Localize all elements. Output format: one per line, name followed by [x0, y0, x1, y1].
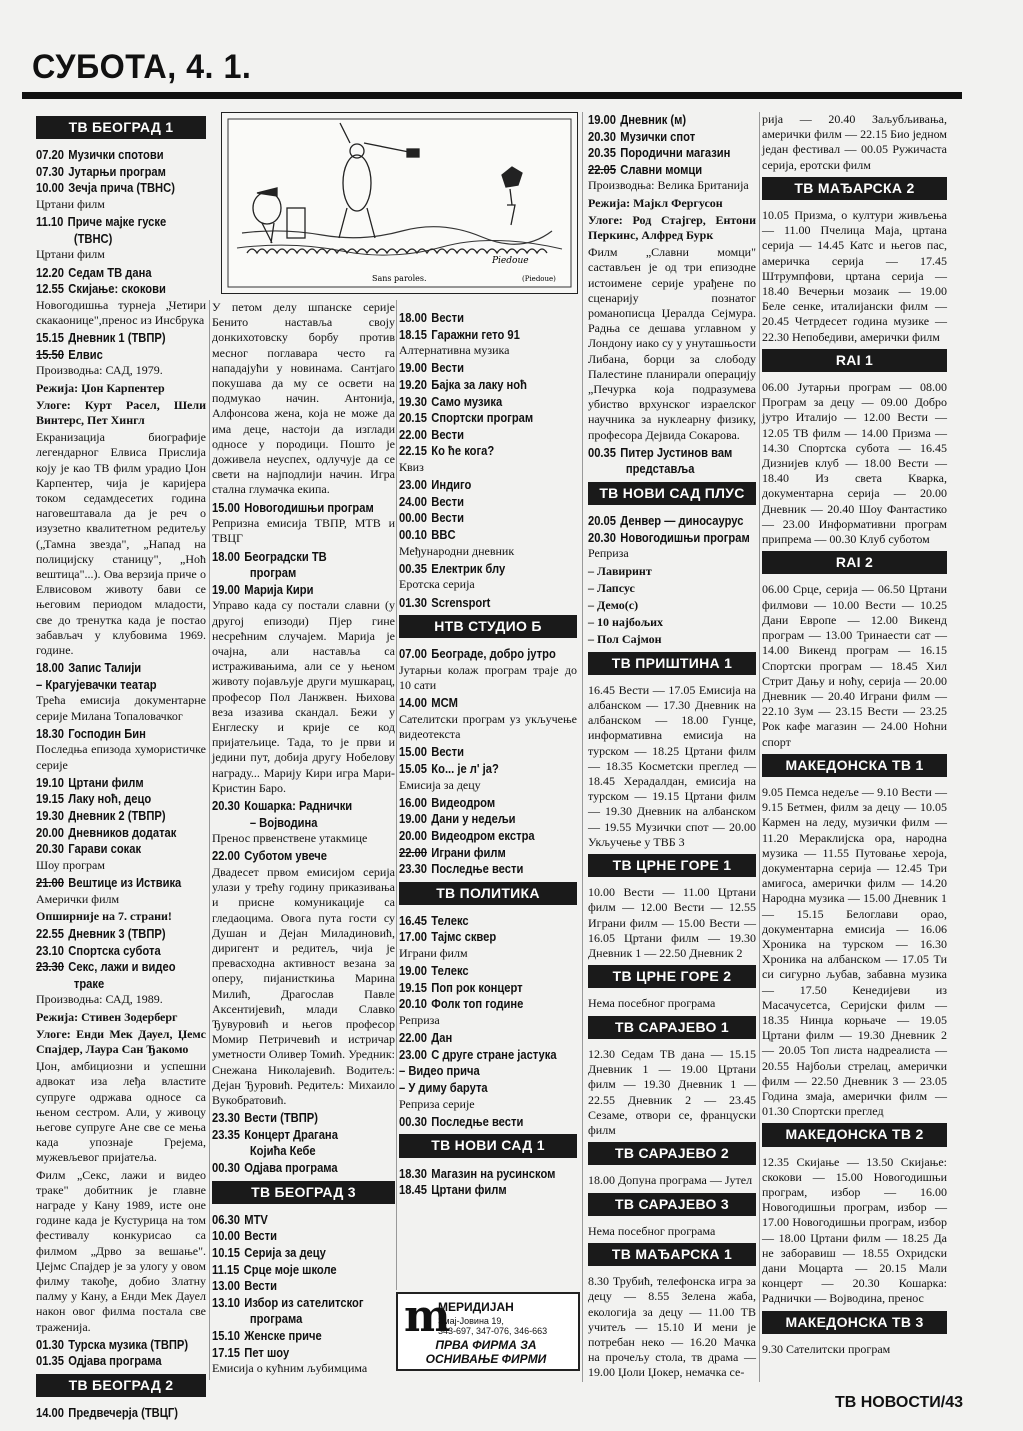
program-description: Нема посебног програма	[588, 1223, 716, 1238]
channel-header: ТВ ПРИШТИНА 1	[588, 652, 756, 675]
program-description: 18.00 Допуна програма — Јутел	[588, 1173, 753, 1188]
program-entry: 15.00 Вести	[399, 744, 465, 760]
program-entry: 18.15 Гаражни гето 91	[399, 326, 520, 342]
program-description: 12.35 Скијање — 13.50 Скијање: скокови — 15.00 Новогодишњи програм, избор — 16.00 Новогодишњи програм, избор — 17.00 Новогодишњи програм, избор — 18.00 Цртани филм — 18.25 Да не заборавиш — 18.55 Охридски дани Моцарта — 20.15 Мали концерт — 20.30 Кошарка: Раднички — Војводина, пренос	[762, 1154, 947, 1306]
program-entry: 19.15 Поп рок концерт	[399, 979, 523, 995]
cartoon-caption-left: Sans paroles.	[372, 274, 427, 283]
channel-header: НТВ СТУДИО Б	[399, 615, 577, 638]
program-entry: 07.00 Београде, добро јутро	[399, 646, 556, 662]
program-entry: 20.05 Денвер — диносаурус	[588, 513, 744, 529]
program-entry: 22.00 Суботом увече	[212, 848, 328, 864]
page-title: СУБОТА, 4. 1.	[32, 48, 252, 86]
channel-header: ТВ САРАЈЕВО 3	[588, 1193, 756, 1216]
program-description: Емисија за децу	[399, 777, 481, 792]
program-description: рија — 20.40 Заљубљивања, амерички филм — 22.15 Био једном један фестивал — 00.05 Ружичаста серија, еротски филм	[762, 112, 947, 172]
program-entry: 01.30 Scrensport	[399, 594, 491, 610]
program-entry-cont: – Видео прича	[399, 1063, 480, 1079]
column-4	[588, 112, 756, 1380]
program-entry: 18.30 Господин Бин	[36, 725, 146, 741]
ad-name: МЕРИДИЈАН	[438, 1300, 514, 1314]
channel-header: ТВ ЦРНЕ ГОРЕ 1	[588, 854, 756, 877]
program-entry: 10.00 Вести	[212, 1228, 278, 1244]
program-description: Екранизација биографије легендарног Елвиса Прислија коју је као ТВ филм урадио Џон Карпентер, чија је каријера током седамдесетих година наговештавала да је реч о изузетно квалитетном редитељу („Тамна звезда", „Напад на полицијску станицу", „Ноћ вештица"...). Ова верзија приче о Елвисовом животу бави се његовим периодом младости, све до тренутка када је постао забављач у клубовима 1969. године.	[36, 430, 206, 658]
program-description: 06.00 Срце, серија — 06.50 Цртани филмови — 10.00 Вести — 10.25 Дани Европе — 12.00 Викенд програм — 13.00 Тринаести сат — 14.00 Викенд програм — 16.15 Спортски програм — 18.45 Хил Стрит Дању и ноћу, серија — 20.00 Дневник — 20.40 Играни филм — 22.10 Зум — 23.15 Вести — 23.25 Рок кафе магазин — 24.00 Ноћни спорт	[762, 582, 947, 749]
program-entry: 15.05 Ко... је л' ја?	[399, 760, 499, 776]
program-entry: 24.00 Вести	[399, 493, 465, 509]
program-description: Репризa	[588, 546, 629, 561]
program-description: Последња епизода хумористичке серије	[36, 742, 206, 772]
program-entry: 00.30 Одјава програма	[212, 1160, 338, 1176]
program-cast: Улоге: Курт Расел, Шели Винтерс, Пет Хингл	[36, 397, 206, 427]
program-entry: 21.00 Вештице из Иствика	[36, 874, 182, 890]
program-description: Цртани филм	[36, 196, 105, 211]
program-description: Двадесет првом емисијом серија улази у трећу годину приказивања и присне комуникације са гледаоцима. Овога пута гости су Душан и Дејан Миладиновић, диригент и редитељ, чија је превасходна активност везана за оперу, пијанисткиња Марина Милић, Драгослав Павле Аксентијевић, млади Славко Ђувуровић и његов професор Момир Петричевић и истричар уметности Оливер Томић. Уредник: Снежана Николајевић. Водитељ: Дејан Ђуровић. Редитељ: Михаило Вукобратовић.	[212, 865, 395, 1108]
program-description: Играни филм	[399, 946, 468, 961]
program-entry: 23.35 Концерт Драгана	[212, 1126, 338, 1142]
program-entry: 23.00 С друге стране јастука	[399, 1046, 557, 1062]
program-entry: 11.15 Срце моје школе	[212, 1261, 337, 1277]
program-entry: 18.45 Цртани филм	[399, 1182, 507, 1198]
program-description: Сателитски програм уз укључење видеотекста	[399, 711, 577, 742]
program-entry: 12.55 Скијање: скокови	[36, 281, 166, 297]
program-description: Репризна емисија ТВПР, МТВ и ТВЦГ	[212, 516, 395, 546]
column-3	[399, 310, 577, 1380]
program-entry: 07.30 Јутарњи програм	[36, 163, 166, 179]
program-entry: 15.50 Елвис	[36, 346, 103, 362]
program-entry: 10.00 Зечја прича (ТВНС)	[36, 180, 175, 196]
header-rule	[22, 92, 962, 99]
program-description: Цртани филм	[36, 247, 105, 262]
program-entry: 20.15 Спортски програм	[399, 410, 534, 426]
program-director: Режија: Мајкл Фергусон	[588, 195, 723, 210]
program-entry: 12.20 Седам ТВ дана	[36, 264, 152, 280]
ad-address: Змај-Јовина 19,	[438, 1316, 504, 1326]
program-entry: 22.00 Вести	[399, 426, 465, 442]
program-entry: 19.15 Лаку ноћ, децо	[36, 791, 152, 807]
program-description: 12.30 Седам ТВ дана — 15.15 Дневник 1 — 19.00 Цртани филм — 19.30 Дневник 1 — 22.55 Дневник 2 — 23.45 Сезаме, отвори се, француски филм	[588, 1046, 756, 1137]
program-entry: 20.30 Кошарка: Раднички	[212, 798, 353, 814]
program-entry: 19.00 Вести	[399, 360, 465, 376]
channel-header: ТВ БЕОГРАД 2	[36, 1374, 206, 1397]
program-entry: 22.00 Играни филм	[399, 844, 506, 860]
program-entry: 22.15 Ко ће кога?	[399, 443, 495, 459]
program-entry: 15.00 Новогодишњи програм	[212, 499, 374, 515]
ad-phones: 343-697, 347-076, 346-663	[438, 1326, 548, 1336]
program-entry: 01.30 Турска музика (ТВПР)	[36, 1336, 189, 1352]
program-entry-cont: програм	[249, 565, 297, 581]
cartoon-caption-right: (Piedoue)	[522, 275, 556, 283]
ad-logo: m	[404, 1291, 451, 1342]
program-description: Квиз	[399, 459, 424, 474]
program-entry: 19.00 Дани у недељи	[399, 811, 516, 827]
program-entry-cont: – У диму барута	[399, 1080, 488, 1096]
program-entry-cont: Којића Кебе	[249, 1143, 316, 1159]
channel-header: ТВ НОВИ САД ПЛУС	[588, 482, 756, 505]
program-description: Производња: САД, 1979.	[36, 363, 163, 378]
program-entry: 17.00 Тајмс сквер	[399, 929, 497, 945]
program-entry: 19.30 Дневник 2 (ТВПР)	[36, 808, 166, 823]
program-entry-cont: програма	[249, 1311, 303, 1327]
channel-header: МАКЕДОНСКА ТВ 2	[762, 1123, 947, 1146]
channel-header: RAI 2	[762, 551, 947, 574]
program-entry: 20.30 Музички спот	[588, 128, 696, 144]
program-entry: 14.00 Предвечерја (ТВЦГ)	[36, 1405, 178, 1421]
column-divider	[396, 300, 397, 1290]
program-description: Управо када су постали славни (у другој епизоди) Пјер гине несрећним случајем. Марија је очајна, али наставља са истраживањима, али се у њеном животу појављује други мушкарац, професор Пол Ланжвен. Њихова веза изазива скандал. Бежи у Енглеску и крије се код пријатељице. Тада, то је први и једини пут, добија другу Нобелову награду... Марију Кири игра Мари-Кристин Баро.	[212, 598, 395, 795]
column-divider	[582, 112, 583, 1382]
program-entry: 18.30 Магазин на русинском	[399, 1165, 556, 1181]
program-description: Еротска серија	[399, 577, 475, 592]
program-description: 06.00 Јутарњи програм — 08.00 Програм за децу — 09.00 Добро јутро Италијо — 12.00 Вести — 12.05 ТВ филм — 14.00 Призма — 14.30 Спортска субота — 16.45 Дизнијев клуб — 18.00 Вести — 18.40 Из света Кварка, документарна серија — 20.00 Дневник — 20.40 Шоу Фантастико — 23.00 Информативни програм припрема — 00.30 Клуб суботом	[762, 380, 947, 547]
program-description: Трећа емисија документарне серије Милана Топаловачког	[36, 693, 206, 723]
program-entry: 19.10 Цртани филм	[36, 774, 144, 790]
program-entry: 18.00 Запис Талији	[36, 660, 142, 676]
program-entry: 23.30 Вести (ТВПР)	[212, 1110, 318, 1126]
program-description: 8.30 Трубић, телефонска игра за децу — 8.55 Зелена жаба, екологија за децу — 11.00 ТВ учитељ — 15.10 И мени је потребан неко — 16.20 Мачка на прочељу стола, тв драма — 19.00 Џоли Џокер, немачка се-	[588, 1274, 756, 1380]
program-description: Џон, амбициозни и успешни адвокат иза леђа властите супруге одржава односе са њеном сестром. Али, у живоцу његове супруге Ане све се мења када упознаје Грејема, мужевљевог пријатеља.	[36, 1059, 206, 1165]
program-description: 16.45 Вести — 17.05 Емисија на албанском — 17.30 Дневник на албанском — 18.00 Гунце, информативна емисија на турском — 18.25 Цртани филм — 18.35 Косметски преглед — 18.45 Херадалдан, емисија на турском — 19.15 Цртани филм — 19.30 Дневник на албанском — 19.55 Музички спот — 20.00 Укључење у ТВБ 3	[588, 682, 756, 849]
program-entry: 20.30 Гарави сокак	[36, 841, 142, 857]
program-entry: 13.00 Вести	[212, 1278, 278, 1294]
program-entry: 23.00 Индиго	[399, 477, 472, 493]
list-item: – 10 најбољих	[588, 615, 664, 630]
channel-header: МАКЕДОНСКА ТВ 1	[762, 754, 947, 777]
channel-header: ТВ САРАЈЕВО 2	[588, 1142, 756, 1165]
program-entry: 19.20 Бајка за лаку ноћ	[399, 376, 527, 392]
program-description: Јутарњи колаж програм траје до 10 сати	[399, 662, 577, 693]
program-entry: 13.10 Избор из сателитског	[212, 1294, 364, 1310]
program-entry: 16.45 Телекс	[399, 912, 469, 928]
list-item: – Лавиринт	[588, 563, 652, 578]
program-entry-cont: представља	[625, 461, 695, 477]
list-item: – Демо(с)	[588, 598, 639, 613]
cartoon-illustration	[222, 113, 577, 293]
program-description: Алтернативна музика	[399, 343, 510, 358]
program-entry: 15.15 Дневник 1 (ТВПР)	[36, 330, 166, 346]
ad-slogan: ПРВА ФИРМА ЗА	[435, 1338, 537, 1352]
ad-slogan: ОСНИВАЊЕ ФИРМИ	[425, 1352, 547, 1366]
program-entry: 00.35 Питер Јустинов вам	[588, 444, 733, 460]
program-entry: 20.35 Породични магазин	[588, 145, 731, 161]
column-5	[762, 112, 947, 1377]
program-entry: 22.00 Дан	[399, 1030, 453, 1046]
program-description: Амерички филм	[36, 891, 120, 906]
channel-header: ТВ МАЂАРСКА 2	[762, 177, 947, 200]
program-entry: 06.30 MTV	[212, 1211, 268, 1227]
program-entry: 20.00 Видеодром екстра	[399, 827, 535, 843]
program-description: Међународни дневник	[399, 543, 515, 558]
program-entry: 14.00 MCM	[399, 695, 458, 711]
program-description: Нема посебног програма	[588, 996, 716, 1011]
program-cast: Улоге: Енди Мек Дауел, Џемс Спајдер, Лаура Сан Ђакомо	[36, 1026, 206, 1056]
program-entry: 11.10 Приче мајке гуске	[36, 214, 167, 230]
channel-header: ТВ МАЂАРСКА 1	[588, 1243, 756, 1266]
program-description: Новогодишња турнеја „Четири скакаонице",пренос из Инсбрука	[36, 297, 206, 327]
program-director: Режија: Стивен Зодерберг	[36, 1009, 178, 1024]
program-description: Пренос првенствене утакмице	[212, 831, 368, 846]
program-entry-cont: (ТВНС)	[73, 230, 113, 246]
program-entry: 22.05 Славни момци	[588, 161, 703, 177]
column-2	[212, 300, 395, 1380]
program-entry: 23.30 Последње вести	[399, 861, 524, 877]
channel-header: ТВ САРАЈЕВО 1	[588, 1016, 756, 1039]
program-entry: 20.30 Новогодишњи програм	[588, 529, 750, 545]
program-entry: 19.00 Телекс	[399, 963, 469, 979]
program-description: 9.05 Пемса недеље — 9.10 Вести — 9.15 Бетмен, филм за децу — 10.05 Кармен на леду, музички филм — 11.20 Мераклијска ора, народна музика — 11.55 Путовање хероја, документарна серија — 12.45 Три амигоса, амерички филм — 14.20 Народна музика — 15.00 Дневник 1 — 15.15 Белоглави орао, документарна емисија — 16.06 Хроника на турском — 16.30 Хроника на албанском — 17.05 Ти си сигурно љубав, забавна музика — 17.50 Кенедијеви из Масачусетса, Серијски филм — 18.35 Нинџа корњаче — 19.05 Цртани филм — 19.30 Дневник 2 — 20.05 Топ листа надреалиста — 20.55 Најбољи стрелац, амерички филм — 22.50 Дневник 3 — 23.05 Година змаја, амерички филм — 01.30 Спортски преглед	[762, 784, 947, 1119]
channel-header: ТВ ПОЛИТИКА	[399, 882, 577, 905]
column-1	[36, 112, 206, 1421]
program-description: Производња: Велика Британија	[588, 178, 749, 193]
program-entry: 18.00 Београдски ТВ	[212, 548, 327, 564]
program-description: Шоу програм	[36, 857, 105, 872]
program-description: 10.00 Вести — 11.00 Цртани филм — 12.00 Вести — 12.55 Играни филм — 15.00 Вести — 16.05 Цртани филм — 19.30 Дневник 1 — 22.50 Дневник 2	[588, 885, 756, 961]
more-info-note: Опширније на 7. страни!	[36, 908, 172, 923]
program-cast: Улоге: Род Стајгер, Ентони Перкинс, Алфред Бурк	[588, 212, 756, 242]
program-description: Филм „Секс, лажи и видео траке" добитник је главне награде у Кану 1989, исте оне године када је Кустурица на том фестивалу конкурисао са филмом „Дрво за вешање". Џејмс Спајдер је за улогу у овом филму такође, добио Златну палму у Кану, а Енди Мек Дауел након овог филма постала све траженија.	[36, 1167, 206, 1334]
program-entry-cont: – Крагујевачки театар	[36, 676, 157, 692]
channel-header: ТВ ЦРНЕ ГОРЕ 2	[588, 965, 756, 988]
program-description: Производња: САД, 1989.	[36, 992, 163, 1007]
channel-header: МАКЕДОНСКА ТВ 3	[762, 1311, 947, 1334]
column-divider	[759, 112, 760, 1382]
program-entry: 00.00 Вести	[399, 510, 465, 526]
program-entry: 00.35 Електрик блу	[399, 560, 506, 576]
program-entry: 20.00 Дневников додатак	[36, 824, 177, 840]
cartoon	[221, 112, 578, 294]
list-item: – Лапсус	[588, 580, 635, 595]
program-description: 9.30 Сателитски програм	[762, 1341, 891, 1356]
channel-header: ТВ НОВИ САД 1	[399, 1134, 577, 1157]
program-description: Репризa	[399, 1013, 440, 1028]
program-entry: 19.30 Само музика	[399, 393, 503, 409]
program-director: Режија: Џон Карпентер	[36, 380, 165, 395]
program-entry: 07.20 Музички спотови	[36, 147, 164, 163]
program-entry: 15.10 Женске приче	[212, 1328, 322, 1344]
program-entry: 23.10 Спортска субота	[36, 942, 161, 958]
program-description: У петом делу шпанске серије Бенито наставља своју донкихотовску борбу против месног поглавара често га нападајући у новинама. Сантјаго покушава да му се освети на подмукао начин. Антонија, Алфонсова жена, која не може да има деце, настоји да изглади односе у породици. Пошто је доживела неуспех, одлучује да се свети на најподлији начин. Игра стална глумачка екипа.	[212, 300, 395, 497]
program-entry: 20.10 Фолк топ године	[399, 996, 524, 1012]
channel-header: RAI 1	[762, 349, 947, 372]
program-description: Репризa серије	[399, 1096, 475, 1111]
page-footer: ТВ НОВОСТИ/43	[834, 1394, 963, 1411]
cartoon-signature: Piedoue	[492, 256, 529, 266]
column-divider	[209, 300, 210, 1380]
program-entry: 16.00 Видеодром	[399, 794, 496, 810]
channel-header: ТВ БЕОГРАД 1	[36, 116, 206, 139]
program-entry-cont: – Војводина	[249, 814, 318, 830]
program-description: Емисија о кућним љубимцима	[212, 1361, 368, 1376]
program-entry: 22.55 Дневник 3 (ТВПР)	[36, 925, 166, 941]
program-entry: 23.30 Секс, лажи и видео	[36, 959, 176, 975]
program-entry: 00.30 Последње вести	[399, 1113, 524, 1129]
program-entry: 18.00 Вести	[399, 310, 465, 325]
list-item: – Пол Сајмон	[588, 632, 662, 647]
program-entry: 01.35 Одјава програма	[36, 1353, 162, 1369]
channel-header: ТВ БЕОГРАД 3	[212, 1181, 395, 1204]
program-entry: 10.15 Серија за децу	[212, 1245, 326, 1261]
program-entry-cont: траке	[73, 975, 105, 991]
program-entry: 00.10 BBC	[399, 526, 456, 542]
program-entry: 19.00 Дневник (м)	[588, 112, 687, 127]
program-description: 10.05 Призма, о култури живљења — 11.00 Пчелица Маја, цртана серија — 14.45 Катс и његов пас, америчка серија — 17.45 Штрумпфови, цртана серија — 18.40 Вечерњи мозаик — 19.00 Беле сенке, италијански филм — 20.45 Четрдесет година музике — 22.30 Непобедиви, амерички филм	[762, 208, 947, 344]
program-entry: 19.00 Марија Кири	[212, 581, 314, 597]
program-description: Филм „Славни момци" састављен је од три епизодне истоимене серије урађене по сценарију познатог романописца Џералда Сејмура. Радња се дешава углавном у Лондону иако су у унуташњости Либана, борци за слободу Палестине планирали операцију „Печурка која подразумева убиство врхунског израелског научника за нуклеарну физику, професора Дејвида Сокарова.	[588, 245, 756, 442]
program-entry: 17.15 Пет шоу	[212, 1344, 290, 1360]
advertisement	[396, 1292, 580, 1371]
